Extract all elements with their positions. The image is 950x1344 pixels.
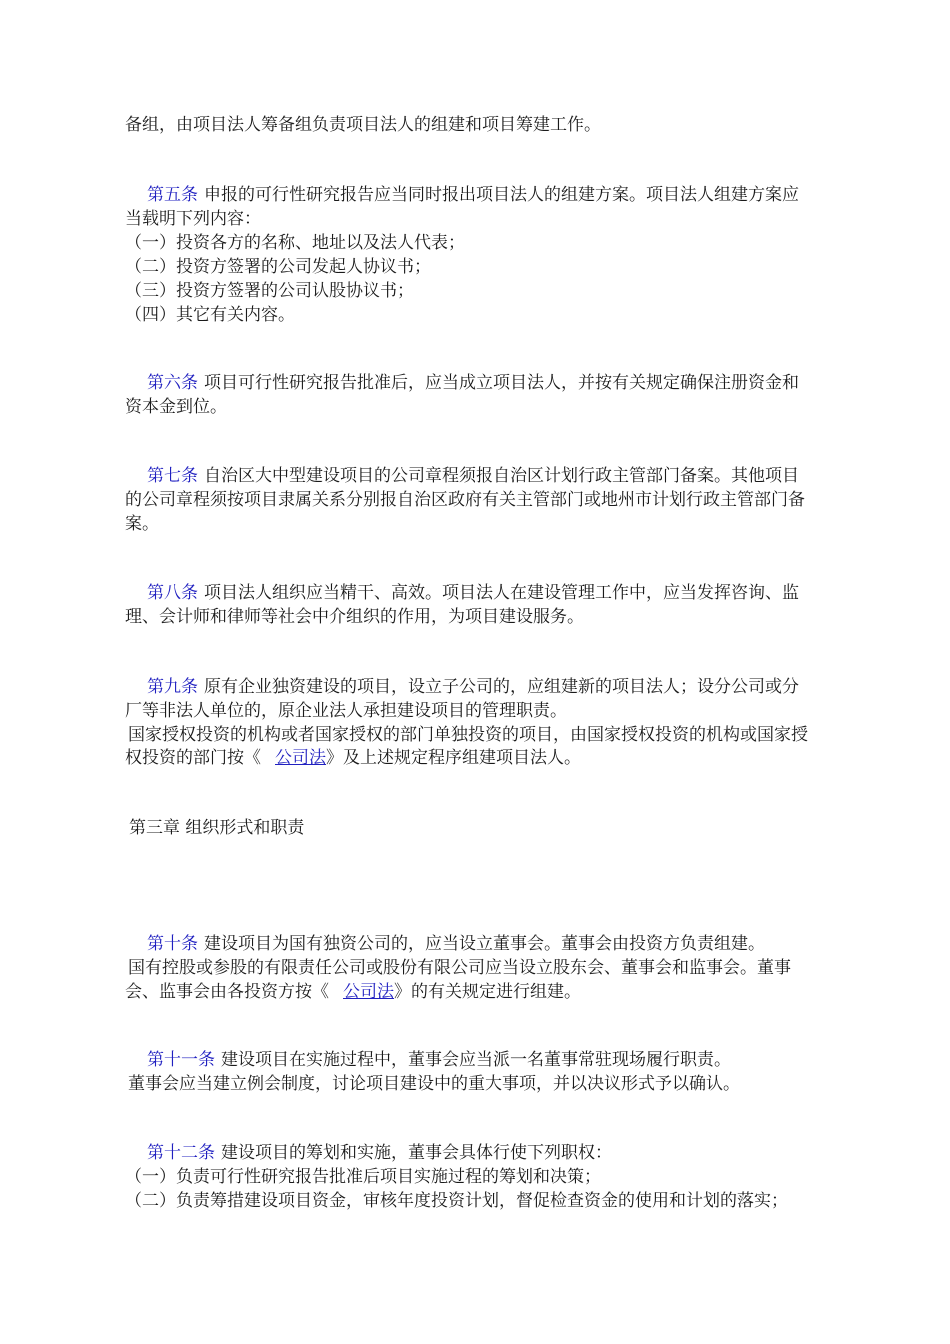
article-11-line	[125, 1048, 731, 1072]
paragraph-line: 资本金到位。	[125, 397, 227, 417]
article-label: 第五条	[147, 185, 198, 205]
article-text: 建设项目的筹划和实施，董事会具体行使下列职权：	[221, 1143, 612, 1163]
article-text: 建设项目在实施过程中，董事会应当派一名董事常驻现场履行职责。	[221, 1050, 731, 1070]
article-text: 建设项目为国有独资公司的，应当设立董事会。董事会由投资方负责组建。	[204, 934, 765, 954]
list-item: （二）负责筹措建设项目资金，审核年度投资计划，督促检查资金的使用和计划的落实；	[125, 1191, 788, 1211]
article-text: 申报的可行性研究报告应当同时报出项目法人的组建方案。项目法人组建方案应	[204, 185, 799, 205]
company-law-link[interactable]: 公司法	[343, 982, 394, 1002]
list-item: （一）投资各方的名称、地址以及法人代表；	[125, 233, 465, 253]
article-label: 第十一条	[147, 1050, 215, 1070]
article-5-line	[125, 183, 799, 207]
article-6-line	[125, 371, 799, 395]
list-item: （二）投资方签署的公司发起人协议书；	[125, 257, 431, 277]
article-label: 第八条	[147, 583, 198, 603]
article-text: 项目可行性研究报告批准后，应当成立项目法人，并按有关规定确保注册资金和	[204, 373, 799, 393]
text-run: 会、监事会由各投资方按《	[125, 982, 329, 1002]
article-text: 自治区大中型建设项目的公司章程须报自治区计划行政主管部门备案。其他项目	[204, 466, 799, 486]
paragraph-line: 国有控股或参股的有限责任公司或股份有限公司应当设立股东会、董事会和监事会。董事	[128, 958, 791, 978]
chapter-heading: 第三章 组织形式和职责	[129, 818, 305, 838]
company-law-link[interactable]: 公司法	[275, 748, 326, 768]
paragraph-line: 当载明下列内容：	[125, 209, 261, 229]
article-12-line	[125, 1141, 612, 1165]
article-text: 项目法人组织应当精干、高效。项目法人在建设管理工作中，应当发挥咨询、监	[204, 583, 799, 603]
paragraph-line	[125, 746, 581, 770]
paragraph-line: 国家授权投资的机构或者国家授权的部门单独投资的项目，由国家授权投资的机构或国家授	[128, 725, 808, 745]
paragraph-line: 备组，由项目法人筹备组负责项目法人的组建和项目筹建工作。	[125, 115, 601, 135]
text-run: 》及上述规定程序组建项目法人。	[326, 748, 581, 768]
article-9-line	[125, 675, 799, 699]
list-item: （三）投资方签署的公司认股协议书；	[125, 281, 414, 301]
article-label: 第九条	[147, 677, 198, 697]
list-item: （一）负责可行性研究报告批准后项目实施过程的筹划和决策；	[125, 1167, 601, 1187]
article-8-line	[125, 581, 799, 605]
text-run: 》的有关规定进行组建。	[394, 982, 581, 1002]
article-label: 第七条	[147, 466, 198, 486]
text-run: 权投资的部门按《	[125, 748, 261, 768]
paragraph-line: 的公司章程须按项目隶属关系分别报自治区政府有关主管部门或地州市计划行政主管部门备	[125, 490, 805, 510]
list-item: （四）其它有关内容。	[125, 305, 295, 325]
article-label: 第六条	[147, 373, 198, 393]
article-text: 原有企业独资建设的项目，设立子公司的，应组建新的项目法人；设分公司或分	[204, 677, 799, 697]
paragraph-line: 董事会应当建立例会制度，讨论项目建设中的重大事项，并以决议形式予以确认。	[128, 1074, 740, 1094]
paragraph-line: 案。	[125, 514, 159, 534]
article-label: 第十条	[147, 934, 198, 954]
paragraph-line	[125, 980, 581, 1004]
article-10-line	[125, 932, 765, 956]
paragraph-line: 厂等非法人单位的，原企业法人承担建设项目的管理职责。	[125, 701, 567, 721]
article-7-line	[125, 464, 799, 488]
paragraph-line: 理、会计师和律师等社会中介组织的作用，为项目建设服务。	[125, 607, 584, 627]
article-label: 第十二条	[147, 1143, 215, 1163]
